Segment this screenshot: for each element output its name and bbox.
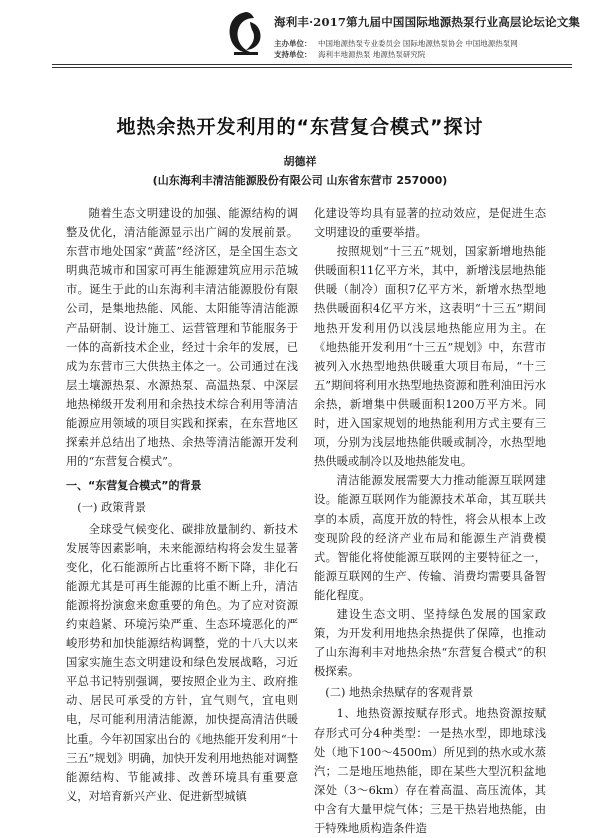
support-value: 海利丰地源热泵 地源热泵研究院 <box>318 50 426 59</box>
support-label: 支持单位： <box>274 50 312 59</box>
subsection-heading: (二) 地热余热赋存的客观背景 <box>325 686 474 700</box>
header-meta <box>274 38 594 60</box>
body-paragraph: 清洁能源发展需要大力推动能源互联网建设。能源互联网作为能源技术革命，其互联共享的本质，高度开放的特性，将会从根本上改变现阶段的经济产业布局和能源生产消费模式。智能化将使能源互联网的主要特征之一，能源互联网的生产、传输、消费均需要具备智能化程度。 <box>314 474 546 602</box>
body-paragraph: 建设生态文明、坚持绿色发展的国家政策，为开发利用地热余热提供了保障，也推动了山东海利丰对地热余热“东营复合模式”的积极探索。 <box>314 607 546 679</box>
subsection-heading: (一) 政策背景 <box>77 501 147 515</box>
body-paragraph: 1、地热资源按赋存形式。地热资源按赋存形式可分4种类型：一是热水型，即地球浅处（地下100～4500m）所见到的热水或水蒸汽；二是地压地热能，即在某些大型沉积盆地深处（3～6km）存在着高温、高压流体，其中含有大量甲烷气体；三是干热岩地热能，由于特殊地质构造条件造 <box>314 707 546 835</box>
header-divider-secondary <box>52 67 572 68</box>
right-column <box>314 204 546 838</box>
support-row <box>274 49 594 60</box>
organizers-row <box>274 38 594 49</box>
section-heading: 一、“东营复合模式”的背景 <box>66 479 202 493</box>
article-affiliation: (山东海利丰清洁能源股份有限公司 山东省东营市 257000) <box>152 174 448 187</box>
body-paragraph: 全球受气候变化、碳排放量制约、新技术发展等因素影响，未来能源结构将会发生显著变化，化石能源所占比重将不断下降，非化石能源尤其是可再生能源的比重不断上升，清洁能源将扮演愈来愈重要的角色。为了应对资源约束趋紧、环境污染严重、生态环境恶化的严峻形势和加快能源结构调整，党的十八大以来国家实施生态文明建设和绿色发展战略，习近平总书记特别强调，要按照企业为主、政府推动、居民可承受的方针，宜气则气，宜电则电，尽可能利用清洁能源，加快提高清洁供暖比重。今年初国家出台的《地热能开发利用“十三五”规划》明确，加快开发利用地热能对调整能源结构、节能减排、改善环境具有重要意义，对培育新兴产业、促进新型城镇 <box>66 522 298 803</box>
conference-logo-icon <box>224 8 268 58</box>
header-divider <box>52 64 572 65</box>
organizers-label: 主办单位： <box>274 39 312 48</box>
body-paragraph: 化建设等均具有显著的拉动效应，是促进生态文明建设的重要举措。 <box>314 207 546 240</box>
article-title: 地热余热开发利用的“东营复合模式”探讨 <box>116 116 484 138</box>
body-paragraph: 按照规划“十三五”规划，国家新增地热能供暖面积11亿平方米，其中，新增浅层地热能供暖（制冷）面积7亿平方米，新增水热型地热供暖面积4亿平方米，这表明“十三五”期间地热开发利用仍以浅层地热能应用为主。在《地热能开发利用“十三五”规划》中，东营市被列入水热型地热供暖重大项目布局，“十三五”期间将利用水热型地热资源和胜利油田污水余热，新增集中供暖面积1200万平方米。同时，进入国家规划的地热能利用方式主要有三项，分别为浅层地热能供暖或制冷，水热型地热供暖或制冷以及地热能发电。 <box>314 245 546 469</box>
article-author: 胡德祥 <box>283 155 317 168</box>
organizers-value: 中国地源热泵专业委员会 国际地源热泵协会 中国地源热泵网 <box>318 39 518 48</box>
left-column <box>66 204 298 806</box>
proceedings-title: 海利丰·2017第九届中国国际地源热泵行业高层论坛论文集 <box>274 15 581 29</box>
intro-paragraph: 随着生态文明建设的加强、能源结构的调整及优化，清洁能源显示出广阔的发展前景。东营市地处国家“黄蓝”经济区，是全国生态文明典范城市和国家可再生能源建筑应用示范城市。诞生于此的山东海利丰清洁能源股份有限公司，是集地热能、风能、太阳能等清洁能源产品研制、设计施工、运营管理和节能服务于一体的高新技术企业，经过十余年的发展，已成为东营市三大供热主体之一。公司通过在浅层土壤源热泵、水源热泵、高温热泵、中深层地热梯级开发利用和余热技术综合利用等清洁能源应用领域的项目实践和探索，在东营地区探索并总结出了地热、余热等清洁能源开发利用的“东营复合模式”。 <box>66 207 298 469</box>
